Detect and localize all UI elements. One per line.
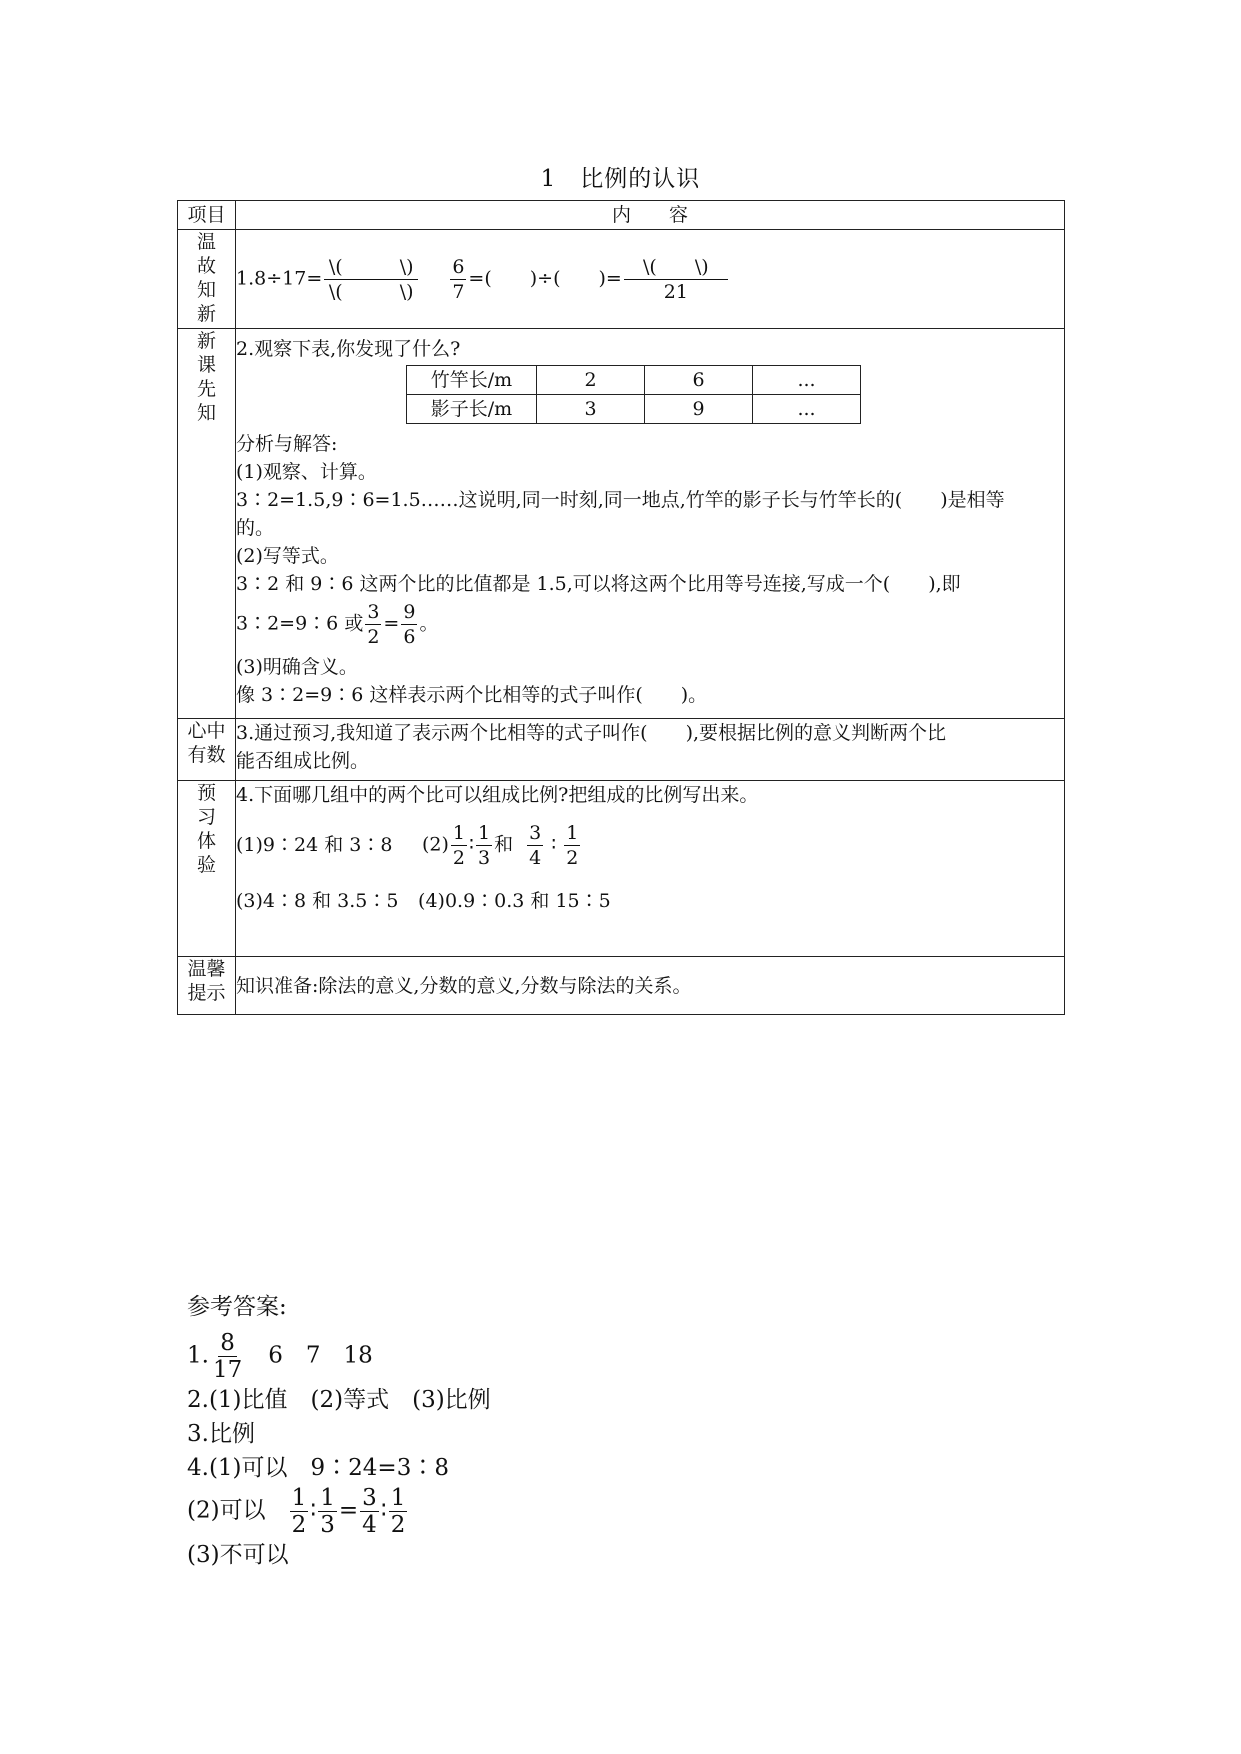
header-row	[178, 201, 1065, 230]
answer-4-1: 4.(1)可以 9∶24=3∶8	[187, 1455, 449, 1481]
table-cell: 6	[645, 366, 753, 395]
worksheet-table	[177, 200, 1065, 1015]
step-2-text: 3∶2 和 9∶6 这两个比的比值都是 1.5,可以将这两个比用等号连接,写成一个( ),即	[236, 573, 961, 595]
section-label-understanding: 心中有数	[178, 719, 236, 781]
question-4: 4.下面哪几组中的两个比可以组成比例?把组成的比例写出来。	[236, 784, 759, 806]
section-review	[178, 230, 1065, 329]
page-title: 1 比例的认识	[540, 166, 701, 192]
answer-2: 2.(1)比值 (2)等式 (3)比例	[187, 1387, 491, 1413]
table-cell: 2	[537, 366, 645, 395]
step-1-text: 3∶2=1.5,9∶6=1.5……这说明,同一时刻,同一地点,竹竿的影子长与竹竿长的( )是相等	[236, 489, 1005, 511]
section-tips	[178, 957, 1065, 1015]
header-item: 项目	[178, 201, 236, 230]
section-understanding	[178, 719, 1065, 781]
preview-items-row-1	[236, 817, 1064, 873]
preview-items-row-2	[236, 887, 1064, 915]
bamboo-shadow-table	[406, 365, 861, 424]
table-cell: ...	[753, 395, 861, 424]
table-cell: 3	[537, 395, 645, 424]
item-3: (3)4∶8 和 3.5∶5	[236, 890, 399, 912]
table-row	[407, 395, 861, 424]
fraction-nine-sixths: $\frac{9}{6}$	[403, 601, 416, 648]
answer-4-2: (2)可以 $\frac{1}{2}$ ∶ $\frac{1}{3}$ = $\frac{3}{4}$ ∶ $\frac{1}{2}$	[187, 1485, 406, 1538]
answer-4-3: (3)不可以	[187, 1542, 289, 1568]
table-cell: 9	[645, 395, 753, 424]
item-1: (1)9∶24 和 3∶8	[236, 834, 393, 856]
equals-sign: =	[383, 612, 400, 635]
step-1-text-end: 的。	[236, 517, 275, 539]
answer-key	[187, 1290, 491, 1572]
section-understanding-content	[236, 719, 1065, 781]
fraction-three-halves: $\frac{3}{2}$	[367, 601, 380, 648]
review-equation	[236, 255, 1064, 304]
analysis-heading: 分析与解答:	[236, 433, 338, 455]
section-label-review: 温故知新	[178, 230, 236, 329]
section-preview-content	[236, 781, 1065, 957]
item-4: (4)0.9∶0.3 和 15∶5	[418, 890, 611, 912]
tips-text: 知识准备:除法的意义,分数的意义,分数与除法的关系。	[236, 957, 1065, 1015]
section-new-lesson	[178, 329, 1065, 719]
answer-heading: 参考答案:	[187, 1294, 287, 1320]
question-3-line-2: 能否组成比例。	[236, 750, 370, 772]
table-cell: 影子长/m	[407, 395, 537, 424]
period: 。	[419, 612, 439, 635]
blank-fraction-21: $\frac{\backslash( \backslash)}{21}$	[624, 255, 728, 304]
answer-1: 1. $\frac{8}{17}$ 6 7 18	[187, 1330, 373, 1383]
question-3-line-1: 3.通过预习,我知道了表示两个比相等的式子叫作( ),要根据比例的意义判断两个比	[236, 722, 947, 744]
section-label-preview: 预习体验	[178, 781, 236, 957]
table-cell: ...	[753, 366, 861, 395]
question-2: 2.观察下表,你发现了什么?	[236, 338, 461, 360]
step-3-text: 像 3∶2=9∶6 这样表示两个比相等的式子叫作( )。	[236, 684, 708, 706]
step-2-prefix: 3∶2=9∶6 或	[236, 612, 364, 635]
header-content: 内 容	[236, 201, 1065, 230]
item-2: (2) $\frac{1}{2}$ ∶ $\frac{1}{3}$ 和 $\frac{3}{4}$ ∶ $\frac{1}{2}$	[422, 821, 579, 869]
blank-fraction: $\frac{\backslash( \backslash)}{\backslash( \backslash)}$	[324, 255, 418, 304]
review-middle: =( )÷( )=	[468, 267, 622, 289]
fraction-six-sevenths: $\frac{6}{7}$	[452, 255, 465, 303]
step-1: (1)观察、计算。	[236, 461, 377, 483]
section-label-tips: 温馨提示	[178, 957, 236, 1015]
table-row	[407, 366, 861, 395]
step-3: (3)明确含义。	[236, 656, 358, 678]
review-prefix: 1.8÷17=	[236, 267, 323, 289]
section-label-new-lesson: 新课先知	[178, 329, 236, 719]
section-new-lesson-content	[236, 329, 1065, 719]
table-cell: 竹竿长/m	[407, 366, 537, 395]
answer-3: 3.比例	[187, 1421, 255, 1447]
step-2-equation	[236, 600, 1064, 649]
section-review-content	[236, 230, 1065, 329]
section-preview	[178, 781, 1065, 957]
step-2: (2)写等式。	[236, 545, 339, 567]
